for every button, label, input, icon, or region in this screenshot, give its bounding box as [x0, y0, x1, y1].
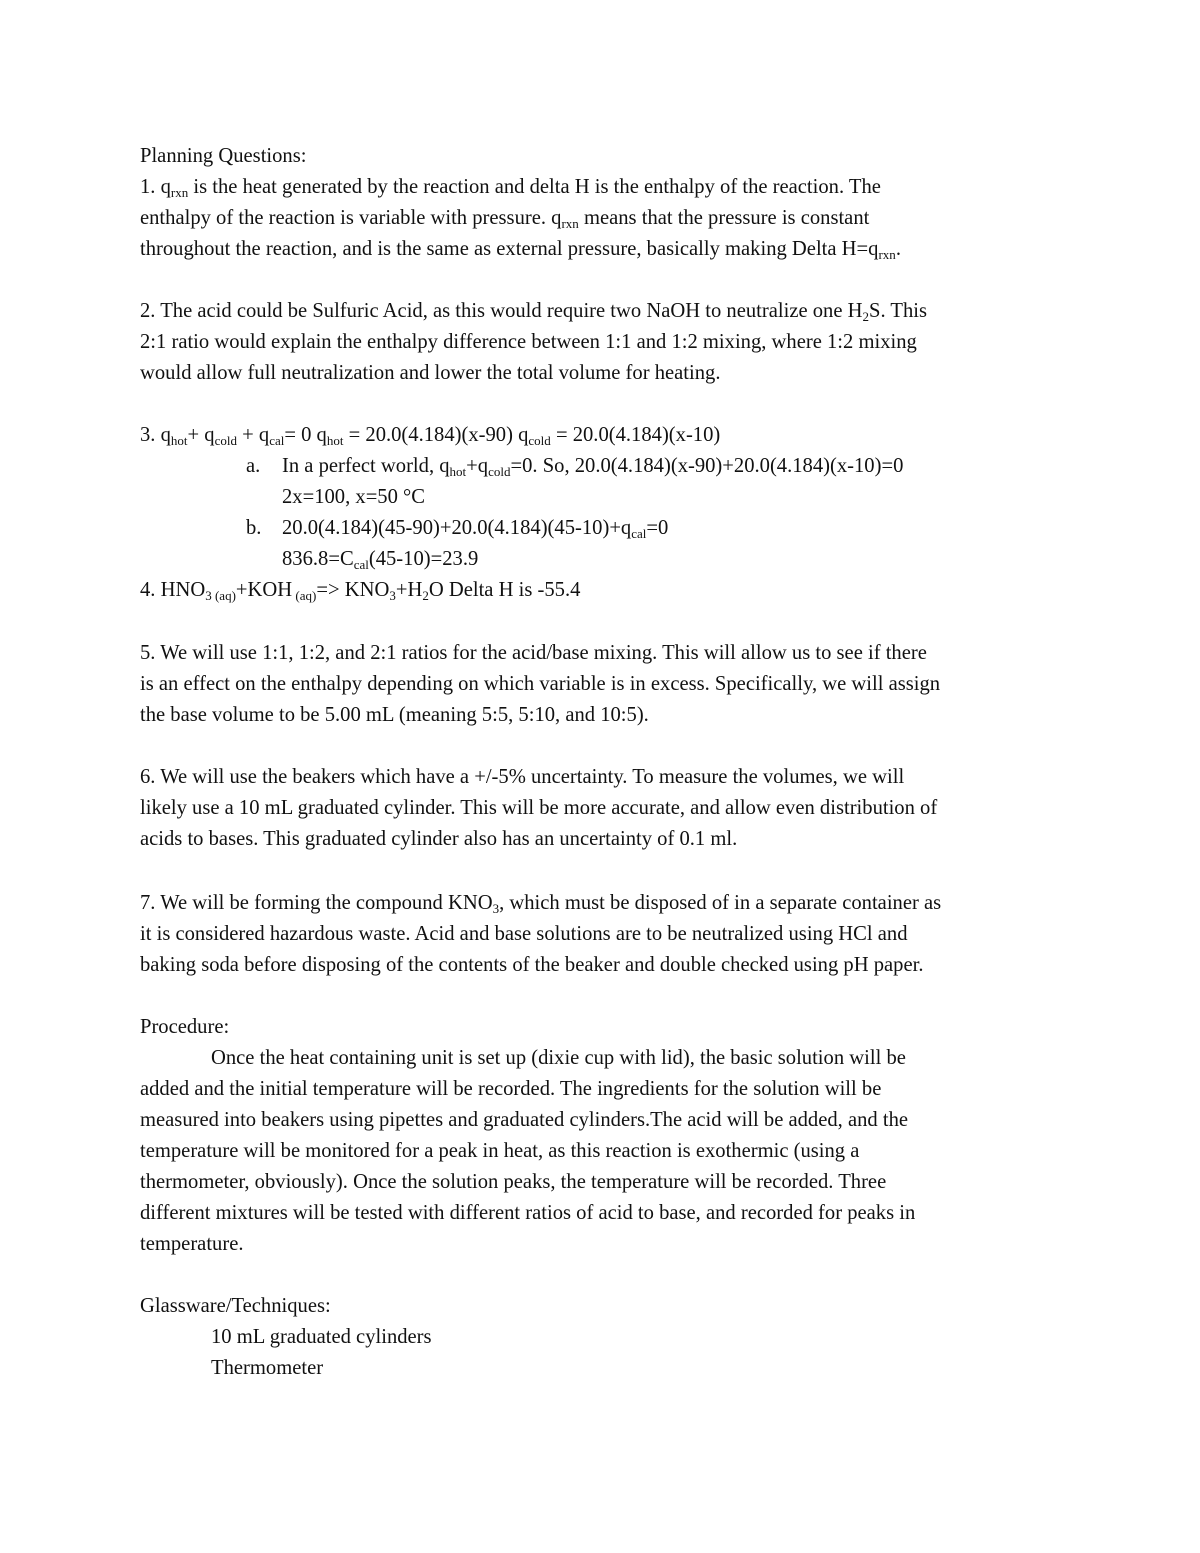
q3-item-a-line-2: 2x=100, x=50 °C [282, 486, 426, 508]
q3-item-b-label: b. [246, 517, 262, 539]
procedure-heading: Procedure: [140, 1016, 230, 1038]
q5-line-2: is an effect on the enthalpy depending on which variable is in excess. Specifically, we will assign [140, 673, 941, 695]
q6-line-1: 6. We will use the beakers which have a +/-5% uncertainty. To measure the volumes, we will [140, 766, 905, 788]
q3-item-a-line-1: In a perfect world, $q_{hot}+q_{cold}=0$. So, 20.0(4.184)(x-90)+20.0(4.184)(x-10)=0 [282, 455, 904, 479]
q2-line-1: 2. The acid could be Sulfuric Acid, as this would require two NaOH to neutralize one $H_2S$. This [140, 300, 928, 324]
q4-line: 4. $HNO_{3 (aq)}+KOH$ $_{(aq)}=> KNO_3+H_2O$ Delta H is -55.4 [140, 579, 581, 603]
q1-line-1: 1. $q_{rxn}$ is the heat generated by the reaction and delta H is the enthalpy of the reaction. The [140, 176, 881, 200]
procedure-line-6: different mixtures will be tested with different ratios of acid to base, and recorded for peaks in [140, 1202, 916, 1224]
q1-line-3: throughout the reaction, and is the same as external pressure, basically making Delta $H=q_{rxn}$. [140, 238, 901, 262]
q7-line-2: it is considered hazardous waste. Acid and base solutions are to be neutralized using HCl and [140, 923, 908, 945]
q2-line-2: 2:1 ratio would explain the enthalpy difference between 1:1 and 1:2 mixing, where 1:2 mixing [140, 331, 917, 353]
q3-item-b-line-2: $836.8=C_{cal}(45-10)=23.9$ [282, 548, 479, 572]
q3-equation-line: 3. $q_{hot}+ q_{cold} + q_{cal}= 0$ $q_{hot} = 20.0(4.184)(x-90) q_{cold} = 20.0(4.184)(x-10)$ [140, 424, 721, 448]
q3-item-b-line-1: $20.0(4.184)(45-90)+20.0(4.184)(45-10)+q_{cal}=0$ [282, 517, 669, 541]
glassware-item: 10 mL graduated cylinders [211, 1326, 432, 1348]
planning-heading: Planning Questions: [140, 145, 307, 167]
q6-line-2: likely use a 10 mL graduated cylinder. This will be more accurate, and allow even distribution of [140, 797, 938, 819]
procedure-line-4: temperature will be monitored for a peak in heat, as this reaction is exothermic (using a [140, 1140, 860, 1162]
procedure-line-5: thermometer, obviously). Once the solution peaks, the temperature will be recorded. Three [140, 1171, 887, 1193]
q1-line-2: enthalpy of the reaction is variable with pressure. $q_{rxn}$ means that the pressure is constant [140, 207, 870, 231]
glassware-heading: Glassware/Techniques: [140, 1295, 331, 1317]
q3-item-a-label: a. [246, 455, 261, 477]
glassware-item: Thermometer [211, 1357, 324, 1379]
q7-line-1: 7. We will be forming the compound $KNO_3$, which must be disposed of in a separate container as [140, 892, 942, 916]
procedure-line-3: measured into beakers using pipettes and graduated cylinders.The acid will be added, and the [140, 1109, 909, 1131]
procedure-line-1: Once the heat containing unit is set up (dixie cup with lid), the basic solution will be [211, 1047, 906, 1069]
q5-line-3: the base volume to be 5.00 mL (meaning 5:5, 5:10, and 10:5). [140, 704, 649, 726]
q7-line-3: baking soda before disposing of the contents of the beaker and double checked using pH paper. [140, 954, 924, 976]
procedure-line-2: added and the initial temperature will be recorded. The ingredients for the solution will be [140, 1078, 882, 1100]
q5-line-1: 5. We will use 1:1, 1:2, and 2:1 ratios for the acid/base mixing. This will allow us to see if there [140, 642, 927, 664]
q6-line-3: acids to bases. This graduated cylinder also has an uncertainty of 0.1 ml. [140, 828, 738, 850]
q2-line-3: would allow full neutralization and lower the total volume for heating. [140, 362, 721, 384]
procedure-line-7: temperature. [140, 1233, 244, 1255]
